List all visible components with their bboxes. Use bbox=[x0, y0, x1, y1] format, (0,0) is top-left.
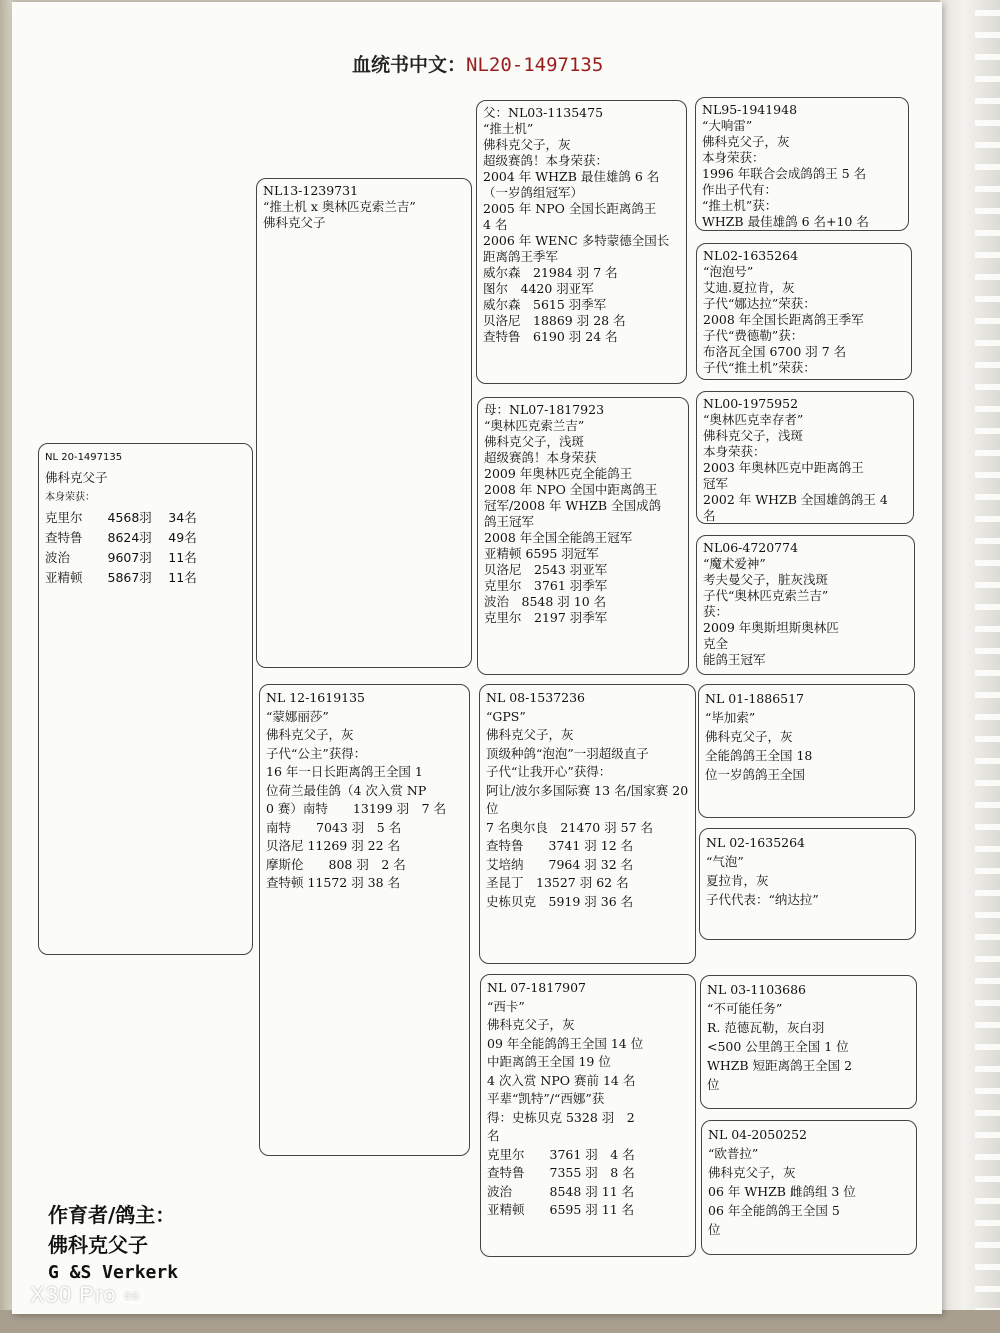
camera-watermark bbox=[30, 1282, 144, 1308]
pedigree-line: 亚精顿 5867羽 11名 bbox=[45, 570, 197, 585]
background-left bbox=[0, 0, 12, 1333]
pedigree-line: 位 bbox=[707, 1077, 720, 1092]
sheet-protector-holes bbox=[975, 0, 1000, 1333]
pedigree-line: 查特鲁 3741 羽 12 名 bbox=[486, 838, 634, 853]
dam-dam-dam-box bbox=[701, 1120, 917, 1255]
pedigree-line: “奥林匹克索兰吉” bbox=[484, 418, 585, 433]
pedigree-line: 亚精顿 6595 羽冠军 bbox=[484, 546, 599, 561]
pedigree-line: 名 bbox=[703, 508, 716, 523]
dam-sire-box bbox=[479, 684, 696, 964]
pedigree-line: 查特鲁 8624羽 49名 bbox=[45, 530, 197, 545]
pedigree-line: 名 bbox=[487, 1128, 500, 1143]
pedigree-line: 查特鲁 6190 羽 24 名 bbox=[483, 329, 618, 344]
breeder-label: 作育者/鸽主： bbox=[48, 1203, 176, 1227]
breeder-name-en: G &S Verkerk bbox=[48, 1262, 179, 1283]
pedigree-line: 佛科克父子，浅斑 bbox=[703, 428, 804, 443]
pedigree-line: “毕加索” bbox=[705, 710, 756, 725]
pedigree-line: 威尔森 21984 羽 7 名 bbox=[483, 265, 618, 280]
ring-number: NL 07-1817907 bbox=[487, 980, 587, 995]
pedigree-line: 能鸽王冠军 bbox=[703, 652, 766, 667]
pedigree-line: 图尔 4420 羽亚军 bbox=[483, 281, 594, 296]
pedigree-line: 本身荣获： bbox=[702, 150, 765, 165]
pedigree-line: 夏拉肯，灰 bbox=[706, 873, 769, 888]
page-title bbox=[352, 50, 712, 80]
pedigree-line: “推土机”获： bbox=[702, 198, 778, 213]
camera-brand: X30 Pro bbox=[30, 1282, 117, 1307]
title-label: 血统书中文： bbox=[352, 54, 467, 76]
pedigree-line: 波治 8548 羽 10 名 bbox=[484, 594, 607, 609]
pedigree-line: 查特鲁 7355 羽 8 名 bbox=[487, 1165, 635, 1180]
ring-number: NL 01-1886517 bbox=[705, 691, 805, 706]
pedigree-line: 超级赛鸽！本身荣获： bbox=[483, 153, 609, 168]
ring-number: NL02-1635264 bbox=[703, 248, 799, 263]
pedigree-line: 佛科克父子，灰 bbox=[486, 727, 574, 742]
pedigree-line: 阿让/波尔多国际赛 13 名/国家赛 20 位 bbox=[486, 782, 693, 816]
ring-number: 父：NL03-1135475 bbox=[483, 105, 604, 120]
pedigree-line: 佛科克父子，灰 bbox=[487, 1017, 575, 1032]
pedigree-line: 亚精顿 6595 羽 11 名 bbox=[487, 1202, 635, 1217]
pedigree-line: 佛科克父子，灰 bbox=[708, 1165, 796, 1180]
breeder-name-cn: 佛科克父子 bbox=[48, 1233, 148, 1257]
pedigree-line: “推土机 x 奥林匹克索兰吉” bbox=[263, 199, 416, 214]
ring-number: NL 02-1635264 bbox=[706, 835, 806, 850]
pedigree-line: “不可能任务” bbox=[707, 1001, 783, 1016]
ring-number: NL 12-1619135 bbox=[266, 690, 366, 705]
pedigree-line: 克里尔 4568羽 34名 bbox=[45, 510, 197, 525]
pedigree-line: “推土机” bbox=[483, 121, 534, 136]
dam-dam-sire-box bbox=[700, 975, 917, 1109]
pedigree-line: （一岁鸽组冠军） bbox=[483, 185, 584, 200]
pedigree-line: 2009 年奥斯坦斯奥林匹 bbox=[703, 620, 839, 635]
pedigree-line: 佛科克父子 bbox=[263, 215, 326, 230]
pedigree-line: 艾迪.夏拉肯，灰 bbox=[703, 280, 795, 295]
sire-dam-dam-box bbox=[696, 535, 915, 675]
dam-sire-dam-box bbox=[699, 828, 916, 940]
pedigree-line: 2008 年全国长距离鸽王季军 bbox=[703, 312, 864, 327]
pedigree-line: “魔术爱神” bbox=[703, 556, 766, 571]
pedigree-line: 南特 7043 羽 5 名 bbox=[266, 819, 402, 835]
dam-sire-sire-box bbox=[698, 684, 915, 818]
pedigree-line: 摩斯伦 808 羽 2 名 bbox=[266, 856, 406, 872]
ring-number: NL95-1941948 bbox=[702, 102, 798, 117]
pedigree-line: 史栋贝克 5919 羽 36 名 bbox=[486, 893, 634, 909]
pedigree-line: 0 赛）南特 13199 羽 7 名 bbox=[266, 801, 447, 816]
sire-box bbox=[256, 178, 472, 668]
ring-number: NL 08-1537236 bbox=[486, 690, 586, 705]
pedigree-line: 佛科克父子，浅斑 bbox=[484, 434, 585, 449]
pedigree-line: 得：史栋贝克 5328 羽 2 bbox=[487, 1109, 635, 1125]
pedigree-line: 佛科克父子，灰 bbox=[266, 727, 354, 742]
sire-dam-box bbox=[477, 397, 689, 675]
pedigree-line: 全能鸽鸽王全国 18 bbox=[705, 748, 813, 763]
pedigree-line: 冠军 bbox=[703, 476, 729, 491]
pedigree-line: 查特顿 11572 羽 38 名 bbox=[266, 875, 401, 890]
ring-number: NL13-1239731 bbox=[263, 183, 359, 198]
title-number: NL20-1497135 bbox=[466, 54, 604, 76]
pedigree-line: 2004 年 WHZB 最佳雄鸽 6 名 bbox=[483, 169, 660, 184]
ring-number: NL00-1975952 bbox=[703, 396, 799, 411]
pedigree-line: 位一岁鸽鸽王全国 bbox=[705, 767, 806, 782]
pedigree-line: 克全 bbox=[703, 636, 729, 651]
ring-number: NL06-4720774 bbox=[703, 540, 799, 555]
subject-box bbox=[38, 443, 253, 955]
pedigree-line: 贝洛尼 18869 羽 28 名 bbox=[483, 313, 626, 328]
pedigree-line: 波治 8548 羽 11 名 bbox=[487, 1183, 635, 1199]
sire-sire-box bbox=[476, 100, 687, 384]
pedigree-line: WHZB 短距离鸽王全国 2 bbox=[707, 1058, 853, 1073]
sire-sire-sire-box bbox=[695, 97, 909, 231]
pedigree-line: 1996 年联合会成鸽鸽王 5 名 bbox=[702, 166, 867, 181]
pedigree-line: 本身荣获： bbox=[703, 444, 766, 459]
pedigree-line: 佛科克父子 bbox=[45, 470, 108, 485]
pedigree-line: 作出子代有： bbox=[702, 182, 778, 197]
pedigree-paper bbox=[12, 2, 942, 1314]
breeder-info bbox=[48, 1200, 308, 1286]
pedigree-line: “GPS” bbox=[486, 708, 526, 724]
pedigree-line: 2008 年 NPO 全国中距离鸽王 bbox=[484, 482, 658, 497]
pedigree-line: 2003 年奥林匹克中距离鸽王 bbox=[703, 460, 864, 475]
pedigree-line: 顶级种鸽“泡泡”一羽超级直子 bbox=[486, 745, 649, 761]
pedigree-line: 鸽王冠军 bbox=[484, 514, 535, 529]
pedigree-line: 克里尔 2197 羽季军 bbox=[484, 610, 608, 625]
pedigree-line: 子代代表：“纳达拉” bbox=[706, 892, 819, 907]
pedigree-line: 克里尔 3761 羽季军 bbox=[484, 578, 608, 593]
pedigree-line: 子代“让我开心”获得： bbox=[486, 764, 612, 779]
pedigree-line: 贝洛尼 11269 羽 22 名 bbox=[266, 838, 401, 853]
pedigree-line: 冠军/2008 年 WHZB 全国成鸽 bbox=[484, 498, 662, 513]
pedigree-line: 佛科克父子，灰 bbox=[483, 137, 571, 152]
pedigree-line: 子代“娜达拉”荣获： bbox=[703, 296, 816, 311]
dam-dam-box bbox=[480, 974, 696, 1257]
pedigree-line: 4 名 bbox=[483, 217, 508, 232]
pedigree-line: 06 年全能鸽鸽王全国 5 bbox=[708, 1203, 840, 1218]
pedigree-line: 平辈“凯特”/“西娜”获 bbox=[487, 1091, 605, 1106]
pedigree-line: 2002 年 WHZB 全国雄鸽鸽王 4 bbox=[703, 492, 888, 507]
sire-dam-sire-box bbox=[696, 391, 914, 524]
ring-number: NL 20-1497135 bbox=[45, 452, 123, 463]
pedigree-line: 06 年 WHZB 雌鸽组 3 位 bbox=[708, 1184, 856, 1199]
pedigree-line: 获： bbox=[703, 604, 729, 619]
pedigree-line: 子代“公主”获得： bbox=[266, 745, 367, 761]
pedigree-line: 子代“奥林匹克索兰吉” bbox=[703, 588, 829, 603]
pedigree-line: R. 范德瓦勒，灰白羽 bbox=[707, 1020, 825, 1035]
pedigree-line: “泡泡号” bbox=[703, 264, 754, 279]
pedigree-line: 克里尔 3761 羽 4 名 bbox=[487, 1146, 635, 1162]
pedigree-line: 佛科克父子，灰 bbox=[702, 134, 790, 149]
pedigree-line: 超级赛鸽！本身荣获 bbox=[484, 450, 597, 465]
pedigree-line: 艾培纳 7964 羽 32 名 bbox=[486, 856, 634, 872]
pedigree-line: 距离鸽王季军 bbox=[483, 249, 559, 264]
pedigree-line: 考夫曼父子，脏灰浅斑 bbox=[703, 572, 829, 587]
pedigree-line: “欧普拉” bbox=[708, 1146, 759, 1161]
pedigree-line: 子代“费德勒”获： bbox=[703, 328, 804, 343]
pedigree-line: “奥林匹克幸存者” bbox=[703, 412, 804, 427]
sire-sire-dam-box bbox=[696, 243, 912, 380]
ring-number: 母：NL07-1817923 bbox=[484, 402, 605, 417]
ring-number: NL 03-1103686 bbox=[707, 982, 807, 997]
pedigree-line: “大响雷” bbox=[702, 118, 753, 133]
pedigree-line: 2009 年奥林匹克全能鸽王 bbox=[484, 466, 633, 481]
network-badge: 5G bbox=[121, 1290, 144, 1303]
pedigree-line: “气泡” bbox=[706, 854, 744, 869]
pedigree-line: 7 名奥尔良 21470 羽 57 名 bbox=[486, 819, 654, 835]
pedigree-line: 本身荣获： bbox=[45, 492, 95, 503]
pedigree-line: 佛科克父子，灰 bbox=[705, 729, 793, 744]
pedigree-line: 子代“推土机”荣获： bbox=[703, 360, 816, 375]
pedigree-line: “蒙娜丽莎” bbox=[266, 708, 329, 724]
pedigree-line: 2008 年全国全能鸽王冠军 bbox=[484, 530, 633, 545]
pedigree-line: 威尔森 5615 羽季军 bbox=[483, 297, 607, 312]
pedigree-line: 2005 年 NPO 全国长距离鸽王 bbox=[483, 201, 657, 216]
pedigree-line: 09 年全能鸽鸽王全国 14 位 bbox=[487, 1035, 644, 1051]
pedigree-line: 2006 年 WENC 多特蒙德全国长 bbox=[483, 233, 670, 248]
pedigree-line: 圣昆丁 13527 羽 62 名 bbox=[486, 875, 629, 890]
pedigree-line: 4 次入赏 NPO 赛前 14 名 bbox=[487, 1072, 636, 1088]
pedigree-line: 布洛瓦全国 6700 羽 7 名 bbox=[703, 344, 847, 359]
ring-number: NL 04-2050252 bbox=[708, 1127, 808, 1142]
pedigree-line: 16 年一日长距离鸽王全国 1 bbox=[266, 764, 423, 779]
pedigree-line: 位 bbox=[708, 1222, 721, 1237]
pedigree-line: <500 公里鸽王全国 1 位 bbox=[707, 1039, 849, 1054]
pedigree-line: 中距离鸽王全国 19 位 bbox=[487, 1054, 611, 1069]
pedigree-line: 波治 9607羽 11名 bbox=[45, 550, 197, 565]
dam-box bbox=[259, 684, 470, 1156]
pedigree-line: 贝洛尼 2543 羽亚军 bbox=[484, 562, 608, 577]
pedigree-line: WHZB 最佳雄鸽 6 名+10 名 bbox=[702, 214, 869, 229]
pedigree-line: “西卡” bbox=[487, 998, 525, 1014]
pedigree-line: 位荷兰最佳鸽（4 次入赏 NP bbox=[266, 782, 427, 798]
